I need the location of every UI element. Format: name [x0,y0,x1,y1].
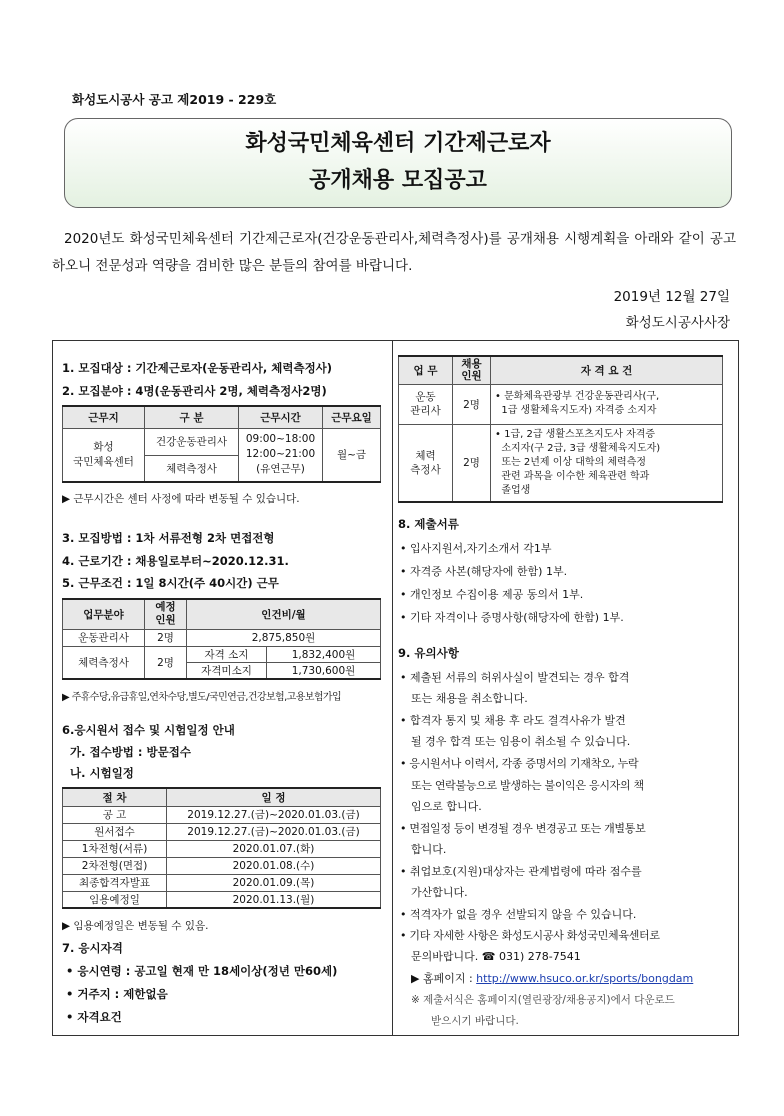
pay-header-amount: 인건비/월 [187,599,381,629]
pay-count-1: 2명 [145,629,187,646]
pay-amount-1: 2,875,850원 [187,629,381,646]
note-line: 가산합니다. [411,886,468,899]
note-line: • 응시원서나 이력서, 각종 증명서의 기재착오, 누락 [400,757,639,770]
schedule-table [62,787,381,909]
pay-table [62,598,381,680]
doc-item: • 기타 자격이나 증명사항(해당자에 한함) 1부. [400,611,624,624]
section-7: 7. 응시자격 [62,941,123,955]
note-line: 될 경우 합격 또는 임용이 취소될 수 있습니다. [411,735,631,748]
section-6a: 가. 접수방법 : 방문접수 [70,745,191,759]
work-header-place: 근무지 [63,406,145,428]
work-header-type: 구 분 [145,406,239,428]
schedule-step: 1차전형(서류) [63,840,167,857]
section-7c: • 자격요건 [66,1010,122,1024]
pay-amount-2b: 1,730,600원 [267,662,381,679]
schedule-note: ▶ 임용예정일은 변동될 수 있음. [62,920,209,932]
work-hours [239,428,323,482]
section-7b: • 거주지 : 제한없음 [66,987,168,1001]
doc-item: • 자격증 사본(해당자에 한함) 1부. [400,565,568,578]
issuer: 화성도시공사사장 [625,315,730,331]
section-2: 2. 모집분야 : 4명(운동관리사 2명, 체력측정사2명) [62,384,327,398]
pay-count-2: 2명 [145,646,187,679]
qual-count-2: 2명 [453,424,491,502]
schedule-step: 최종합격자발표 [63,874,167,891]
qual-role-1: 운동 관리사 [399,384,453,424]
note-line: • 적격자가 없을 경우 선발되지 않을 수 있습니다. [400,908,637,921]
note-line: • 합격자 통지 및 채용 후 라도 결격사유가 발견 [400,714,626,727]
work-table [62,405,381,483]
schedule-step: 원서접수 [63,823,167,840]
note-line: 합니다. [411,843,447,856]
pay-label-2a: 자격 소지 [187,646,267,662]
note-line: • 취업보호(지원)대상자는 관계법령에 따라 점수를 [400,865,642,878]
homepage-row [411,970,693,986]
pay-note: ▶ 주휴수당,유급휴일,연차수당,별도/국민연금,건강보험,고용보험가입 [62,692,342,703]
pay-role-1: 운동관리사 [63,629,145,646]
note-line: 또는 채용을 취소합니다. [411,692,528,705]
section-6b: 나. 시험일정 [70,766,134,780]
note-line: 또는 연락불능으로 발생하는 불이익은 응시자의 책 [411,779,644,792]
download-note-2: 받으시기 바랍니다. [431,1015,519,1027]
schedule-date: 2020.01.09.(목) [167,874,381,891]
qual-req-2: • 1급, 2급 생활스포츠지도사 자격증 소지자(구 2급, 3급 생활체육지도자) 또는 2년제 이상 대학의 체력측정 관련 과목을 이수한 체육관련 학과 졸업생 [491,424,723,502]
section-4: 4. 근로기간 : 채용일로부터~2020.12.31. [62,554,289,568]
schedule-date: 2019.12.27.(금)~2020.01.03.(금) [167,806,381,823]
section-3: 3. 모집방법 : 1차 서류전형 2차 면접전형 [62,531,275,545]
notice-date: 2019년 12월 27일 [613,289,730,305]
work-header-hours: 근무시간 [239,406,323,428]
pay-amount-2a: 1,832,400원 [267,646,381,662]
schedule-step: 임용예정일 [63,891,167,908]
intro-text: 2020년도 화성국민체육센터 기간제근로자(건강운동관리사,체력측정사)를 공개채용 시행계획을 아래와 같이 공고하오니 전문성과 역량을 겸비한 많은 분들의 참여를 바랍니다. [52,231,736,274]
qual-role-2: 체력 측정사 [399,424,453,502]
page-subtitle: 공개채용 모집공고 [309,168,487,193]
section-6: 6.응시원서 접수 및 시험일정 안내 [62,723,235,737]
qual-header-count: 채용 인원 [453,356,491,384]
pay-role-2: 체력측정사 [63,646,145,679]
intro-paragraph [52,226,736,280]
note-line: • 제출된 서류의 허위사실이 발견되는 경우 합격 [400,671,630,684]
qual-req-1: • 문화체육관광부 건강운동관리사(구, 1급 생활체육지도자) 자격증 소지자 [491,384,723,424]
section-8: 8. 제출서류 [398,517,459,531]
qual-header-req: 자 격 요 건 [491,356,723,384]
title-box [64,118,732,208]
page-title: 화성국민체육센터 기간제근로자 [245,131,551,156]
pay-header-role: 업무분야 [63,599,145,629]
work-days: 월~금 [323,428,381,482]
schedule-date: 2020.01.08.(수) [167,857,381,874]
schedule-date: 2020.01.07.(화) [167,840,381,857]
section-9: 9. 유의사항 [398,646,459,660]
contact-line: 문의바랍니다. ☎ 031) 278-7541 [411,950,581,963]
work-place: 화성 국민체육센터 [63,428,145,482]
work-role-2: 체력측정사 [145,455,239,482]
section-1: 1. 모집대상 : 기간제근로자(운동관리사, 체력측정사) [62,361,333,375]
note-line: 임으로 합니다. [411,800,482,813]
qual-count-1: 2명 [453,384,491,424]
schedule-date: 2019.12.27.(금)~2020.01.03.(금) [167,823,381,840]
pay-label-2b: 자격미소지 [187,662,267,679]
work-header-days: 근무요일 [323,406,381,428]
work-hours-3: (유연근무) [256,463,305,476]
section-5: 5. 근무조건 : 1일 8시간(주 40시간) 근무 [62,576,279,590]
pay-header-count: 예정 인원 [145,599,187,629]
homepage-link[interactable]: http://www.hsuco.or.kr/sports/bongdam [476,972,694,985]
note-line: • 면접일정 등이 변경될 경우 변경공고 또는 개별통보 [400,822,646,835]
doc-item: • 입사지원서,자기소개서 각1부 [400,542,552,555]
work-note: ▶ 근무시간은 센터 사정에 따라 변동될 수 있습니다. [62,493,300,505]
schedule-header-date: 일 정 [167,788,381,806]
work-hours-2: 12:00~21:00 [245,448,316,461]
schedule-step: 공 고 [63,806,167,823]
download-note-1: ※ 제출서식은 홈페이지(열린광장/채용공지)에서 다운로드 [411,994,675,1006]
note-line: • 기타 자세한 사항은 화성도시공사 화성국민체육센터로 [400,929,660,942]
work-role-1: 건강운동관리사 [145,428,239,455]
qual-header-role: 업 무 [399,356,453,384]
schedule-step: 2차전형(면접) [63,857,167,874]
schedule-date: 2020.01.13.(월) [167,891,381,908]
notice-number: 화성도시공사 공고 제2019 - 229호 [72,92,277,107]
column-divider [392,340,393,1036]
work-hours-1: 09:00~18:00 [245,433,316,446]
section-7a: • 응시연령 : 공고일 현재 만 18세이상(정년 만60세) [66,964,338,978]
doc-item: • 개인정보 수집이용 제공 동의서 1부. [400,588,584,601]
homepage-label: ▶ 홈페이지 : [411,972,473,985]
qualification-table [398,355,723,503]
schedule-header-step: 절 차 [63,788,167,806]
